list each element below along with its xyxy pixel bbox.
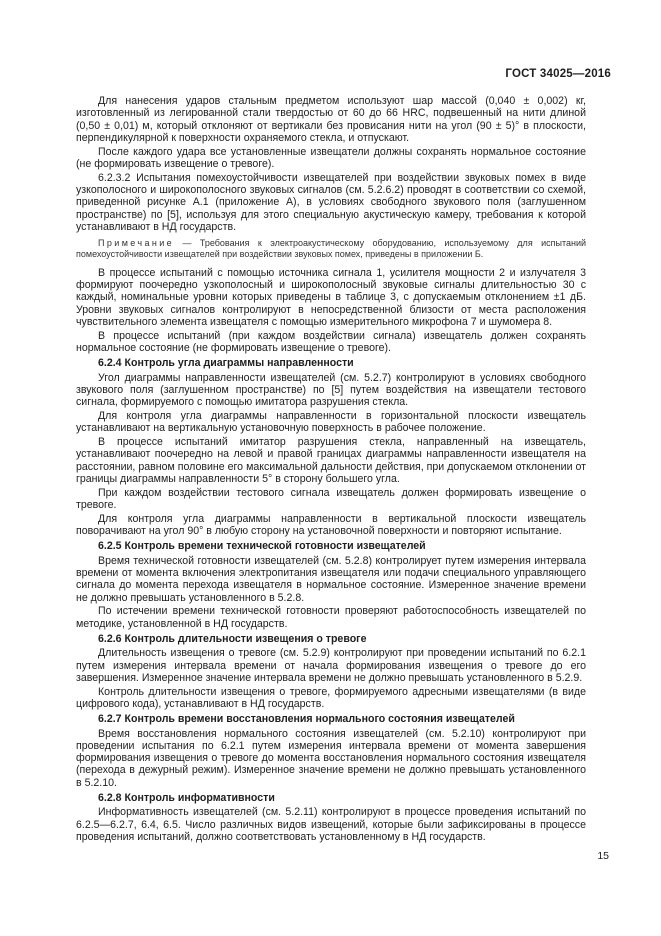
body-paragraph: В процессе испытаний имитатор разрушения стекла, направленный на извещатель, устанавливают поочередно на левой и правой границах диаграммы направленности извещателя на расстоянии, равном половине его максимальной дальности действия, при допускаемом отклонении от границы диаграммы направленности 5° в сторону большего угла. bbox=[76, 436, 586, 485]
section-heading: 6.2.5 Контроль времени технической готовности извещателей bbox=[98, 540, 426, 553]
body-paragraph: Для контроля угла диаграммы направленности в горизонтальной плоскости извещатель устанавливают на вертикальную установочную поверхность в рабочее положение. bbox=[76, 409, 586, 435]
body-paragraph: 6.2.3.2 Испытания помехоустойчивости извещателей при воздействии звуковых помех в виде узкополосного и широкополосного звуковых сигналов (см. 5.2.6.2) проводят в соответствии со схемой, приведенной рисунке А.1 (приложение А), в условиях свободного звукового поля (заглушенном пространстве) по [5], используя для этого специальную акустическую камеру, требования к которой устанавливают в НД государств. bbox=[76, 171, 586, 233]
body-paragraph: При каждом воздействии тестового сигнала извещатель должен формировать извещение о тревоге. bbox=[76, 486, 586, 512]
note-paragraph bbox=[76, 238, 586, 260]
body-paragraph: Время восстановления нормального состояния извещателей (см. 5.2.10) контролируют при проведении испытания по 6.2.1 путем измерения интервала времени от момента завершения формирования извещения о тревоге до момента восстановления нормального состояния извещателя (перехода в дежурный режим). Измеренное значение времени не должно превышать установленного в 5.2.10. bbox=[76, 727, 586, 789]
body-paragraph: После каждого удара все установленные извещатели должны сохранять нормальное состояние (не формировать извещение о тревоге). bbox=[76, 145, 586, 170]
section-heading: 6.2.7 Контроль времени восстановления нормального состояния извещателей bbox=[98, 713, 515, 726]
section-heading: 6.2.4 Контроль угла диаграммы направленности bbox=[98, 357, 354, 370]
body-paragraph: В процессе испытаний (при каждом воздействии сигнала) извещатель должен сохранять нормальное состояние (не формировать извещение о тревоге). bbox=[76, 329, 586, 354]
body-paragraph: В процессе испытаний с помощью источника сигнала 1, усилителя мощности 2 и излучателя 3 формируют поочередно узкополосный и широкополосный звуковые сигналы длительностью 30 с каждый, номинальные уровни которых приведены в таблице 3, с допускаемым отклонением ±1 дБ. Уровни звуковых сигналов контролируют в непосредственной близости от места расположения чувствительного элемента извещателя с помощью измерительного микрофона 7 и шумомера 8. bbox=[76, 266, 586, 328]
body-paragraph: Для контроля угла диаграммы направленности в вертикальной плоскости извещатель поворачивают на угол 90° в любую сторону на установочной поверхности и повторяют испытание. bbox=[76, 512, 586, 538]
body-paragraph: Угол диаграммы направленности извещателей (см. 5.2.7) контролируют в условиях свободного звукового поля (заглушенном пространстве) по [5] путем воздействия на извещатели тестового сигнала, формируемого с помощью имитатора разрушения стекла. bbox=[76, 371, 586, 409]
body-paragraph: Время технической готовности извещателей (см. 5.2.8) контролирует путем измерения интервала времени от момента включения электропитания извещателя или подачи специального управляющего сигнала до момента перехода извещателя в нормальное состояние. Измеренное значение времени не должно превышать установленного в 5.2.8. bbox=[76, 554, 586, 604]
page-number: 15 bbox=[597, 850, 609, 862]
body-paragraph: Информативность извещателей (см. 5.2.11) контролируют в процессе проведения испытаний по 6.2.5—6.2.7, 6.4, 6.5. Число различных видов извещений, которые были зафиксированы в процессе проведения испытаний, должно соответствовать установленному в НД государств. bbox=[76, 806, 586, 843]
section-heading: 6.2.6 Контроль длительности извещения о тревоге bbox=[98, 632, 367, 645]
note-text: — Требования к электроакустическому оборудованию, используемому для испытаний помехоустойчивости извещателей при воздействии звуковых помех, приведены в приложении Б. bbox=[76, 238, 586, 260]
document-header: ГОСТ 34025—2016 bbox=[505, 68, 611, 80]
body-paragraph: Для нанесения ударов стальным предметом используют шар массой (0,040 ± 0,002) кг, изготовленный из легированной стали твердостью от 60 до 66 HRC, подвешенный на нити длиной (0,50 ± 0,01) м, который отклоняют от вертикали без провисания нити на угол (90 ± 5)° в плоскости, перпендикулярной к поверхности охраняемого стекла, и отпускают. bbox=[76, 95, 586, 144]
section-heading: 6.2.8 Контроль информативности bbox=[98, 792, 275, 805]
document-body bbox=[76, 95, 586, 845]
note-label: Примечание bbox=[98, 238, 175, 249]
body-paragraph: По истечении времени технической готовности проверяют работоспособность извещателей по методике, установленной в НД государств. bbox=[76, 605, 586, 630]
body-paragraph: Длительность извещения о тревоге (см. 5.2.9) контролируют при проведении испытаний по 6.2.1 путем измерения интервала времени от начала формирования извещения о тревоге до его завершения. Измеренное значение интервала времени не должно превышать установленного в 5.2.9. bbox=[76, 647, 586, 684]
body-paragraph: Контроль длительности извещения о тревоге, формируемого адресными извещателями (в виде цифрового кода), устанавливают в НД государств. bbox=[76, 685, 586, 710]
